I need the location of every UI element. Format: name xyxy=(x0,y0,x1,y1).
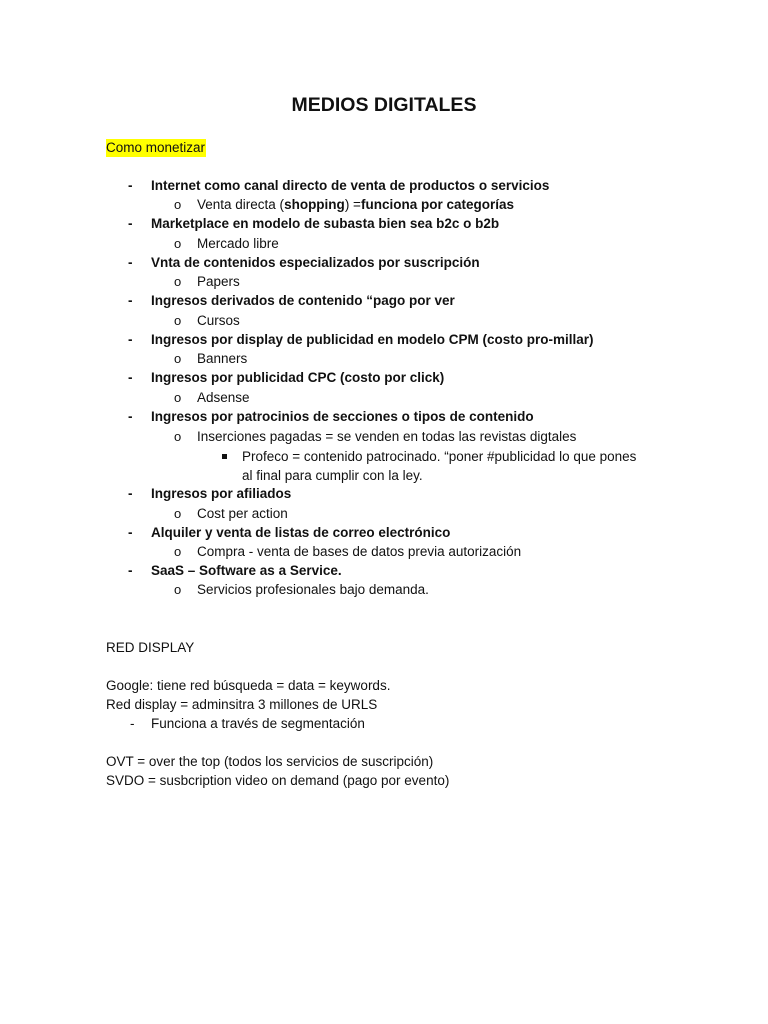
circle-bullet: o xyxy=(174,197,182,212)
sub-item: Compra - venta de bases de datos previa autorización xyxy=(197,544,522,559)
list-item-label: Ingresos por publicidad CPC (costo por click) xyxy=(151,370,445,385)
list-item-label: Vnta de contenidos especializados por suscripción xyxy=(151,255,480,270)
sub-sub-item: Profeco = contenido patrocinado. “poner #publicidad lo que pones xyxy=(242,449,637,464)
dash-bullet: - xyxy=(128,216,133,231)
dash-bullet: - xyxy=(130,716,135,731)
dash-bullet: - xyxy=(128,255,133,270)
square-bullet xyxy=(222,454,227,459)
highlighted-heading: Como monetizar xyxy=(106,140,206,155)
circle-bullet: o xyxy=(174,351,182,366)
dash-bullet: - xyxy=(128,525,133,540)
paragraph-line: SVDO = susbcription video on demand (pago por evento) xyxy=(106,773,450,788)
sub-item-text: Venta directa ( xyxy=(197,197,285,212)
circle-bullet: o xyxy=(174,390,182,405)
list-item-label: SaaS – Software as a Service. xyxy=(151,563,342,578)
list-item-label: Alquiler y venta de listas de correo electrónico xyxy=(151,525,451,540)
dash-bullet: - xyxy=(128,409,133,424)
sub-item-text: ) = xyxy=(344,197,361,212)
list-item-label: Internet como canal directo de venta de productos o servicios xyxy=(151,178,550,193)
circle-bullet: o xyxy=(174,236,182,251)
dash-bullet: - xyxy=(128,178,133,193)
dash-bullet: - xyxy=(128,370,133,385)
paragraph-line: Google: tiene red búsqueda = data = keywords. xyxy=(106,678,391,693)
dash-bullet: - xyxy=(128,486,133,501)
sub-item-bold: shopping xyxy=(284,197,345,212)
sub-item: Inserciones pagadas = se venden en todas las revistas digtales xyxy=(197,429,577,444)
sub-sub-item-continued: al final para cumplir con la ley. xyxy=(242,468,423,483)
circle-bullet: o xyxy=(174,429,182,444)
circle-bullet: o xyxy=(174,582,182,597)
sub-item: Cursos xyxy=(197,313,240,328)
sub-item: Mercado libre xyxy=(197,236,279,251)
page-title: MEDIOS DIGITALES xyxy=(291,94,477,116)
sub-item: Adsense xyxy=(197,390,250,405)
list-item-label: Ingresos por display de publicidad en modelo CPM (costo pro-millar) xyxy=(151,332,594,347)
dash-bullet: - xyxy=(128,293,133,308)
circle-bullet: o xyxy=(174,313,182,328)
sub-item xyxy=(197,195,514,214)
list-item-label: Ingresos por patrocinios de secciones o tipos de contenido xyxy=(151,409,534,424)
circle-bullet: o xyxy=(174,506,182,521)
dash-bullet: - xyxy=(128,332,133,347)
list-item-label: Marketplace en modelo de subasta bien sea b2c o b2b xyxy=(151,216,500,231)
dash-bullet: - xyxy=(128,563,133,578)
circle-bullet: o xyxy=(174,544,182,559)
list-item-label: Ingresos por afiliados xyxy=(151,486,292,501)
section-heading: RED DISPLAY xyxy=(106,640,195,655)
sub-item: Banners xyxy=(197,351,248,366)
paragraph-line: OVT = over the top (todos los servicios de suscripción) xyxy=(106,754,434,769)
paragraph-line: Red display = adminsitra 3 millones de URLS xyxy=(106,697,378,712)
circle-bullet: o xyxy=(174,274,182,289)
list-item-label: Ingresos derivados de contenido “pago por ver xyxy=(151,293,455,308)
list-item-label: Funciona a través de segmentación xyxy=(151,716,365,731)
sub-item: Papers xyxy=(197,274,240,289)
sub-item-bold: funciona por categorías xyxy=(360,197,514,212)
sub-item: Cost per action xyxy=(197,506,288,521)
sub-item: Servicios profesionales bajo demanda. xyxy=(197,582,429,597)
